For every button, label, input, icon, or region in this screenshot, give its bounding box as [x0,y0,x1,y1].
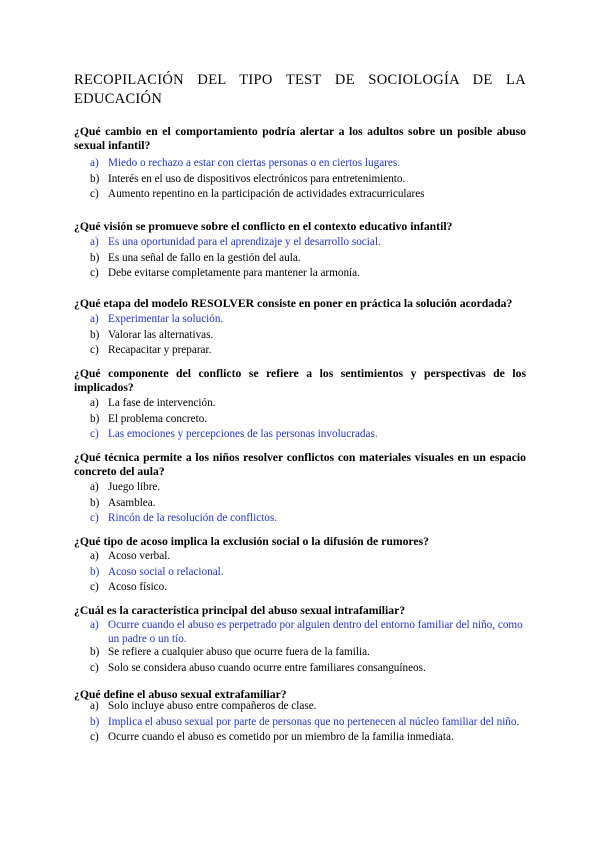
option-letter: b) [90,172,100,185]
option-4a [74,397,526,413]
option-text: Ocurre cuando el abuso es cometido por un miembro de la familia inmediata. [108,731,454,743]
option-6c [74,581,526,597]
option-letter: a) [90,550,99,562]
options-6 [74,550,526,597]
option-letter: a) [90,313,99,325]
options-3 [74,313,526,360]
option-6a [74,550,526,566]
options-7 [74,619,526,677]
option-letter: a) [90,236,99,248]
question-8: ¿Qué define el abuso sexual extrafamiliar? [74,688,287,701]
option-letter: b) [90,412,100,425]
option-letter: b) [90,496,100,509]
option-text: Asamblea. [108,496,156,509]
option-7a [74,619,526,646]
question-6: ¿Qué tipo de acoso implica la exclusión social o la difusión de rumores? [74,535,429,548]
option-8b [74,716,526,732]
option-3c [74,344,526,360]
option-text: Las emociones y percepciones de las personas involucradas. [108,428,378,440]
option-letter: c) [90,512,99,524]
question-2: ¿Qué visión se promueve sobre el conflicto en el contexto educativo infantil? [74,220,453,233]
option-text: Acoso social o relacional. [108,565,224,578]
option-letter: c) [90,267,99,279]
option-text: Solo se considera abuso cuando ocurre entre familiares consanguíneos. [108,661,426,674]
options-8 [74,700,526,747]
option-letter: a) [90,397,99,409]
option-text: Debe evitarse completamente para mantener la armonía. [108,267,360,279]
option-7c [74,662,526,678]
option-letter: a) [90,619,99,631]
option-letter: b) [90,328,100,341]
option-text: Experimentar la solución. [108,313,224,325]
options-5 [74,481,526,528]
option-text: Rincón de la resolución de conflictos. [108,512,278,524]
option-letter: b) [90,646,100,658]
option-letter: b) [90,251,100,264]
option-6b [74,566,526,582]
question-1: ¿Qué cambio en el comportamiento podría alertar a los adultos sobre un posible abuso sexual infantil? [74,125,526,152]
options-4 [74,397,526,444]
option-text: Acoso verbal. [108,550,171,562]
option-letter: a) [90,481,99,493]
option-8c [74,731,526,747]
question-7: ¿Cuál es la característica principal del abuso sexual intrafamiliar? [74,604,406,617]
option-letter: b) [90,565,100,578]
option-text: Miedo o rechazo a estar con ciertas personas o en ciertos lugares. [108,157,400,169]
option-letter: a) [90,700,99,712]
option-letter: a) [90,157,99,169]
option-1c [74,188,526,204]
option-letter: c) [90,581,99,593]
options-2 [74,236,526,283]
option-text: Es una oportunidad para el aprendizaje y el desarrollo social. [108,236,381,248]
option-1b [74,173,526,189]
option-5c [74,512,526,528]
option-text: El problema concreto. [108,412,208,425]
option-2c [74,267,526,283]
option-text: Ocurre cuando el abuso es perpetrado por alguien dentro del entorno familiar del niño, como un padre o un tío. [108,619,523,645]
option-1a [74,157,526,173]
option-7b [74,646,526,662]
option-text: Se refiere a cualquier abuso que ocurre fuera de la familia. [108,646,370,658]
option-letter: c) [90,344,99,356]
option-letter: c) [90,188,99,200]
option-3b [74,329,526,345]
option-text: Interés en el uso de dispositivos electrónicos para entretenimiento. [108,172,406,185]
option-text: Aumento repentino en la participación de actividades extracurriculares [108,188,425,200]
document-title: RECOPILACIÓN DEL TIPO TEST DE SOCIOLOGÍA DE LA EDUCACIÓN [74,72,526,107]
option-text: Acoso físico. [108,581,168,593]
option-3a [74,313,526,329]
option-text: Valorar las alternativas. [108,328,214,341]
option-2a [74,236,526,252]
option-2b [74,252,526,268]
option-letter: b) [90,715,100,728]
option-5b [74,497,526,513]
option-4b [74,413,526,429]
question-5: ¿Qué técnica permite a los niños resolver conflictos con materiales visuales en un espacio concreto del aula? [74,451,526,478]
question-4: ¿Qué componente del conflicto se refiere a los sentimientos y perspectivas de los implicados? [74,367,526,394]
option-text: Implica el abuso sexual por parte de personas que no pertenecen al núcleo familiar del niño. [108,715,520,728]
options-1 [74,157,526,204]
option-text: La fase de intervención. [108,397,216,409]
option-letter: c) [90,661,99,674]
question-3: ¿Qué etapa del modelo RESOLVER consiste en poner en práctica la solución acordada? [74,297,513,310]
option-text: Juego libre. [108,481,161,493]
option-text: Es una señal de fallo en la gestión del aula. [108,251,301,264]
option-text: Solo incluye abuso entre compañeros de clase. [108,700,317,712]
option-text: Recapacitar y preparar. [108,344,212,356]
option-5a [74,481,526,497]
option-letter: c) [90,428,99,440]
option-4c [74,428,526,444]
option-letter: c) [90,731,99,743]
option-8a [74,700,526,716]
